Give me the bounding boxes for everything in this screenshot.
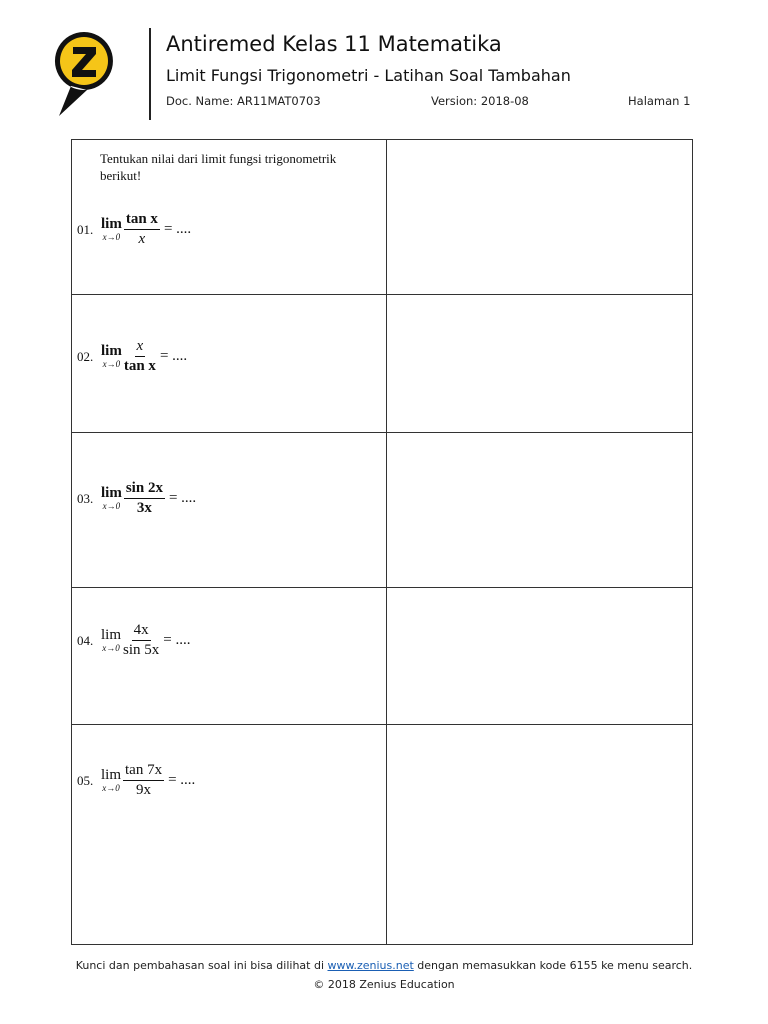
question-number: 04. xyxy=(77,632,94,648)
lim: lim xyxy=(101,767,122,783)
denominator: sin 5x xyxy=(123,642,160,658)
instructions: Tentukan nilai dari limit fungsi trigonometrik berikut! xyxy=(100,151,337,183)
question-number: 02. xyxy=(77,348,94,364)
page-number: Halaman 1 xyxy=(628,94,691,108)
zenius-logo xyxy=(53,30,115,118)
question-number: 03. xyxy=(77,490,94,506)
question-4 xyxy=(77,621,191,660)
denominator: 3x xyxy=(136,500,152,516)
question-table xyxy=(71,139,693,945)
numerator: x xyxy=(135,337,146,357)
question-number: 05. xyxy=(77,772,94,788)
equals: = .... xyxy=(159,348,188,364)
zenius-link[interactable]: www.zenius.net xyxy=(327,959,414,972)
question-5 xyxy=(77,761,195,800)
equals: = .... xyxy=(168,490,197,506)
header-divider xyxy=(149,28,151,120)
question-number: 01. xyxy=(77,221,94,237)
denominator: x xyxy=(138,231,146,247)
footer-text: Kunci dan pembahasan soal ini bisa dilihat di xyxy=(75,959,328,972)
doc-title: Antiremed Kelas 11 Matematika xyxy=(166,32,502,56)
doc-subtitle: Limit Fungsi Trigonometri - Latihan Soal Tambahan xyxy=(166,66,571,85)
question-2 xyxy=(77,337,187,376)
lim-subscript: x→0 xyxy=(102,359,121,369)
doc-name: Doc. Name: AR11MAT0703 xyxy=(166,94,321,108)
row-divider xyxy=(72,294,692,295)
footer-text: dengan memasukkan kode 6155 ke menu search. xyxy=(413,959,693,972)
lim: lim xyxy=(101,216,122,232)
doc-version: Version: 2018-08 xyxy=(431,94,529,108)
lim: lim xyxy=(101,485,122,501)
lim-subscript: x→0 xyxy=(102,501,121,511)
equals: = .... xyxy=(163,221,192,237)
equals: = .... xyxy=(163,632,191,648)
denominator: tan x xyxy=(123,358,156,374)
numerator: tan x xyxy=(124,210,160,230)
equals: = .... xyxy=(168,772,196,788)
lim: lim xyxy=(101,343,122,359)
lim-subscript: x→0 xyxy=(102,232,121,242)
question-1 xyxy=(77,210,191,249)
row-divider xyxy=(72,587,692,588)
numerator: sin 2x xyxy=(124,479,165,499)
lim-subscript: x→0 xyxy=(102,783,120,793)
numerator: 4x xyxy=(132,621,151,641)
question-3 xyxy=(77,479,196,518)
denominator: 9x xyxy=(136,782,152,798)
column-divider xyxy=(386,140,387,944)
footer-note xyxy=(0,959,768,972)
copyright: © 2018 Zenius Education xyxy=(313,978,455,991)
row-divider xyxy=(72,432,692,433)
lim-subscript: x→0 xyxy=(102,643,120,653)
numerator: tan 7x xyxy=(123,761,164,781)
row-divider xyxy=(72,724,692,725)
lim: lim xyxy=(101,627,122,643)
